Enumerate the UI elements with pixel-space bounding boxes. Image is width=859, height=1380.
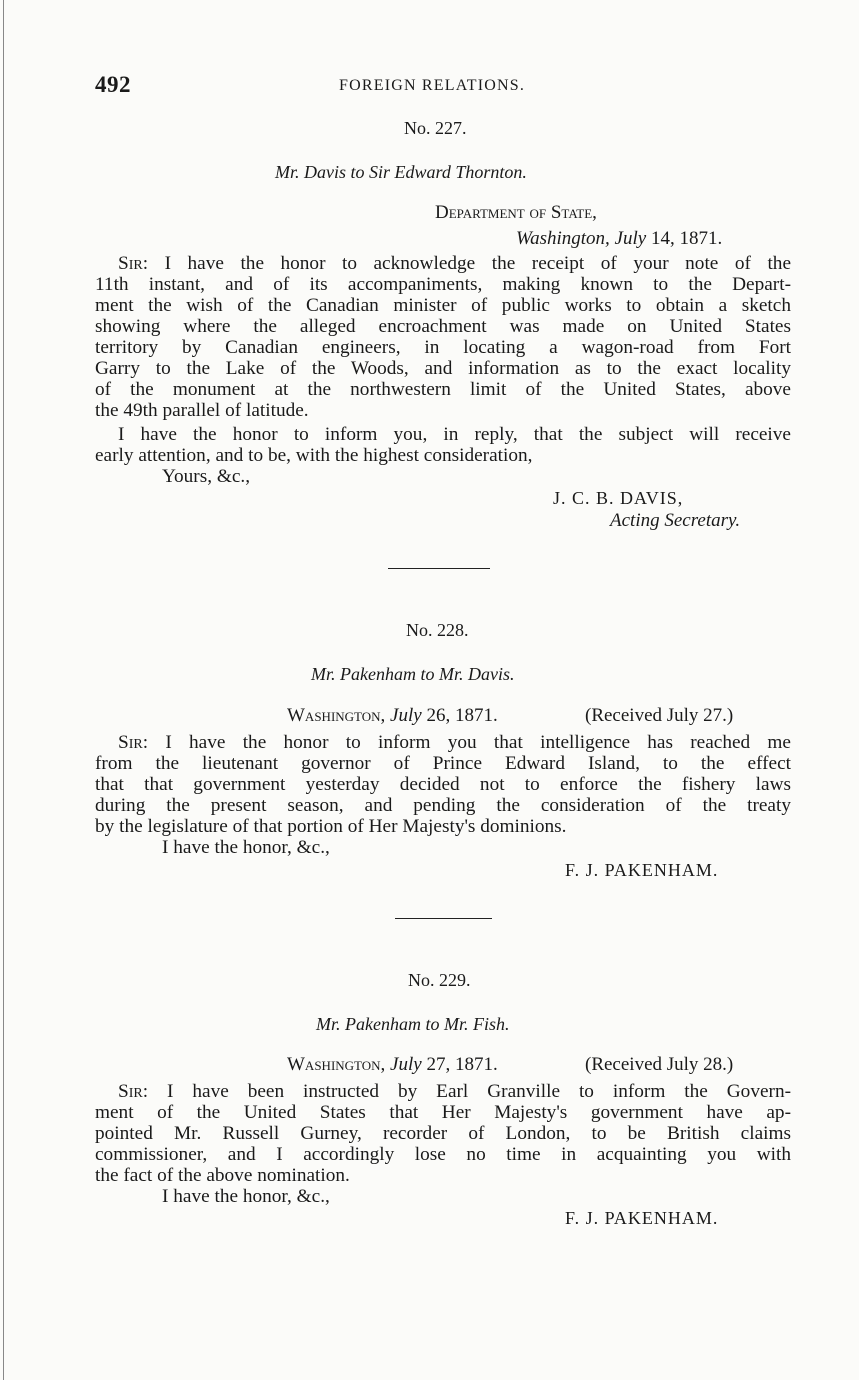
body-line: during the present season, and pending the consideration of the treaty — [95, 795, 791, 816]
letter-address: Mr. Pakenham to Mr. Fish. — [316, 1014, 510, 1034]
body-line: the fact of the above nomination. — [95, 1165, 350, 1186]
page-edge-rule — [3, 0, 4, 1380]
date-month: July — [614, 228, 647, 249]
salutation: Sir: — [118, 253, 149, 274]
letter-number: No. 229. — [408, 970, 471, 990]
body-line: from the lieutenant governor of Prince Edward Island, to the effect — [95, 753, 791, 774]
letter-address: Mr. Davis to Sir Edward Thornton. — [275, 162, 527, 182]
date-rest: 26, 1871. — [426, 705, 498, 726]
date-month: July — [390, 1054, 422, 1075]
signature: F. J. PAKENHAM. — [565, 1208, 719, 1228]
body-line: commissioner, and I accordingly lose no time in acquainting you with — [95, 1144, 791, 1165]
signature: J. C. B. DAVIS, — [553, 488, 684, 508]
date-place: Washington, — [287, 705, 386, 726]
letter-number: No. 228. — [406, 620, 469, 640]
letter-place: Department of State, — [435, 202, 597, 223]
body-line-1: Sir: I have the honor to acknowledge the receipt of your note of the — [118, 253, 791, 274]
signature-title: Acting Secretary. — [610, 510, 741, 531]
body-line: early attention, and to be, with the highest consideration, — [95, 445, 533, 466]
signature: F. J. PAKENHAM. — [565, 860, 719, 880]
body-line: 11th instant, and of its accompaniments, making known to the Depart- — [95, 274, 791, 295]
received-note: (Received July 28.) — [585, 1054, 734, 1075]
letter-address: Mr. Pakenham to Mr. Davis. — [311, 664, 515, 684]
body-line: Garry to the Lake of the Woods, and information as to the exact locality — [95, 358, 791, 379]
closing: I have the honor, &c., — [162, 1186, 330, 1207]
letter-number: No. 227. — [404, 118, 467, 138]
page-number: 492 — [95, 72, 131, 97]
body-line-1: Sir: I have the honor to inform you that intelligence has reached me — [118, 732, 791, 753]
body-line: pointed Mr. Russell Gurney, recorder of London, to be British claims — [95, 1123, 791, 1144]
received-note: (Received July 27.) — [585, 705, 734, 726]
body-line-1: Sir: I have been instructed by Earl Granville to inform the Govern- — [118, 1081, 792, 1102]
date-rest: 14, 1871. — [650, 228, 723, 249]
letter-dateline — [516, 228, 722, 250]
body-line: the 49th parallel of latitude. — [95, 400, 309, 421]
salutation: Sir: — [118, 732, 149, 753]
body-line: ment the wish of the Canadian minister of public works to obtain a sketch — [95, 295, 791, 316]
running-head: FOREIGN RELATIONS. — [339, 77, 526, 94]
date-place: Washington, — [516, 228, 610, 249]
date-rest: 27, 1871. — [426, 1054, 498, 1075]
section-divider — [395, 918, 492, 919]
body-line: by the legislature of that portion of Her Majesty's dominions. — [95, 816, 567, 837]
salutation: Sir: — [118, 1081, 149, 1102]
date-month: July — [390, 705, 422, 726]
body-line: territory by Canadian engineers, in locating a wagon-road from Fort — [95, 337, 791, 358]
section-divider — [388, 568, 490, 569]
body-line: I have the honor to inform you, in reply, that the subject will receive — [118, 424, 791, 445]
body-line: ment of the United States that Her Majesty's government have ap- — [95, 1102, 791, 1123]
letter-dateline — [287, 705, 498, 727]
body-line: that that government yesterday decided not to enforce the fishery laws — [95, 774, 791, 795]
letter-dateline — [287, 1054, 498, 1076]
body-line: of the monument at the northwestern limit of the United States, above — [95, 379, 791, 400]
closing: Yours, &c., — [162, 466, 251, 487]
closing: I have the honor, &c., — [162, 837, 330, 858]
body-line: showing where the alleged encroachment was made on United States — [95, 316, 791, 337]
date-place: Washington, — [287, 1054, 386, 1075]
